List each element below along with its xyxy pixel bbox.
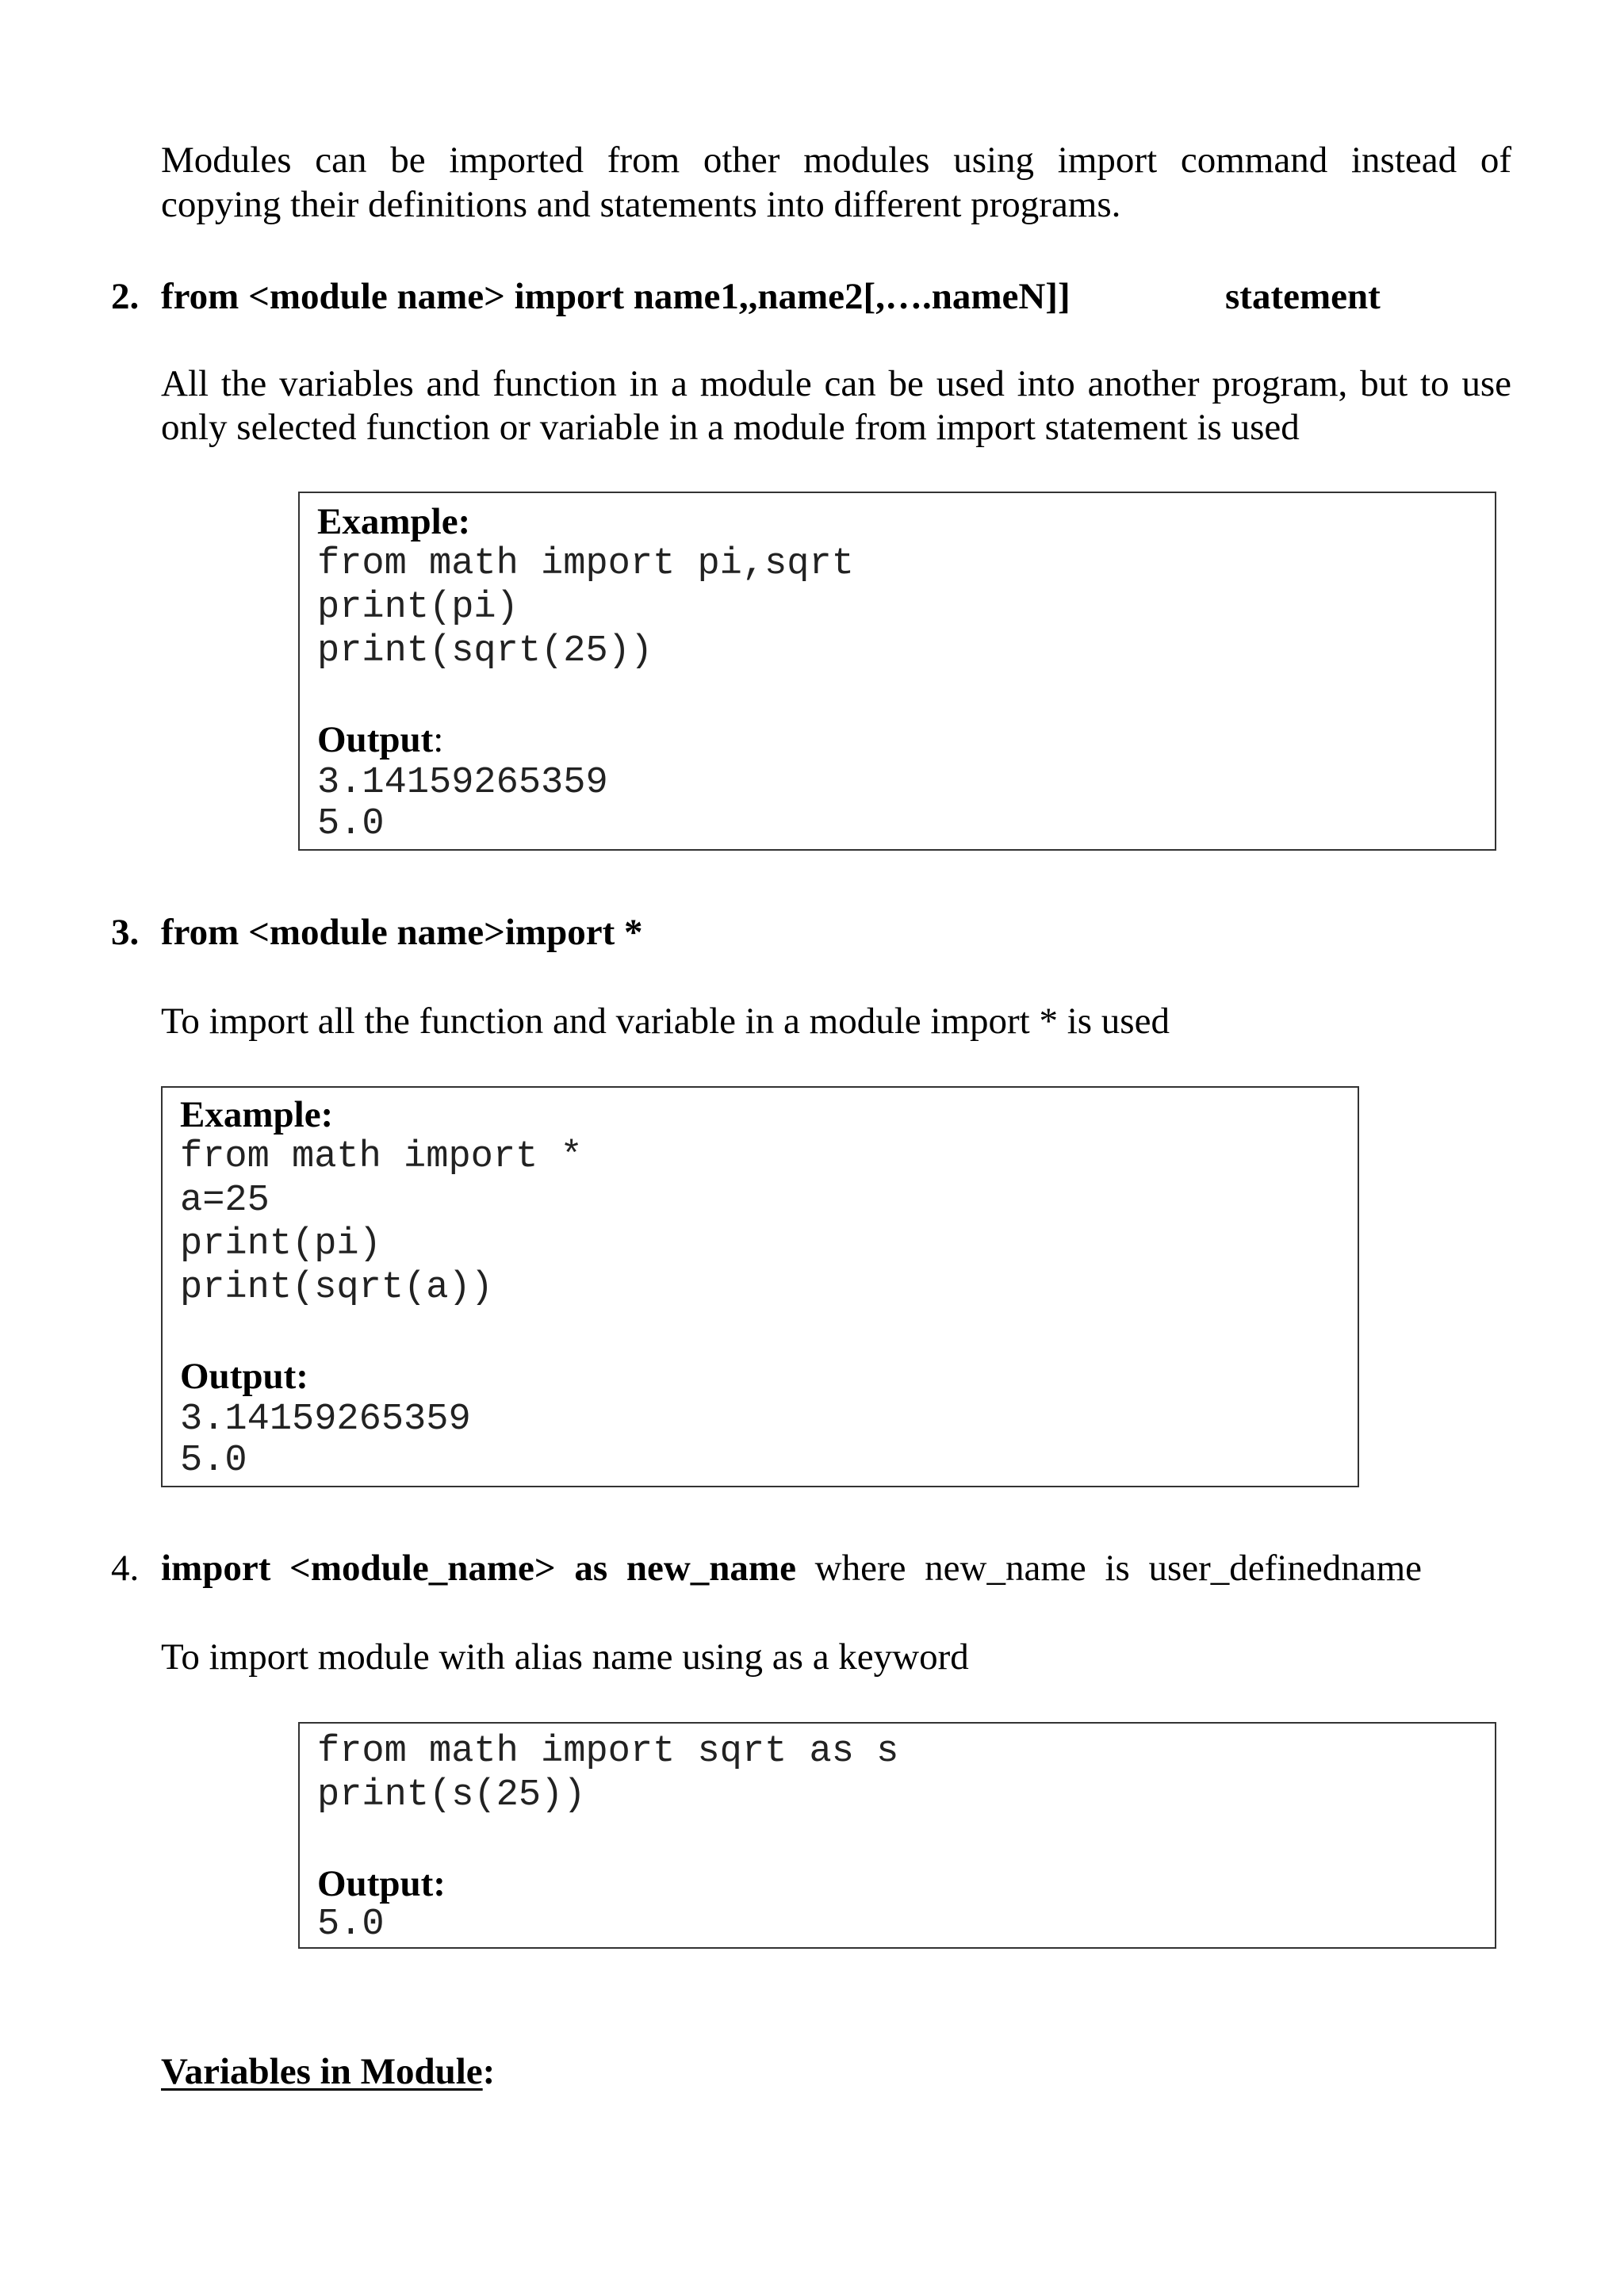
section-2-heading-right: statement (1225, 276, 1381, 317)
section-2-desc-line-1: All the variables and function in a module can be used into another program, but to use (161, 363, 1511, 404)
section-2-number: 2. (111, 276, 140, 317)
variables-in-module-colon: : (482, 2051, 496, 2092)
intro-line-1: Modules can be imported from other modules using import command instead of (161, 140, 1511, 181)
section-4-heading-bold-3: new_name (626, 1548, 796, 1589)
output-label: Output: (317, 1863, 446, 1904)
section-4-heading-tail: where new_name is user_definedname (814, 1548, 1423, 1589)
output-line: 3.14159265359 (180, 1399, 471, 1441)
output-label-colon: : (433, 719, 444, 760)
section-4-example-box (298, 1722, 1496, 1949)
code-line: from math import * (180, 1136, 583, 1178)
section-2-heading: from <module name> import name1,,name2[,….nameN]] (161, 276, 1071, 317)
output-line: 3.14159265359 (317, 762, 608, 804)
section-4-heading-bold-1: import <module_name> (161, 1548, 556, 1589)
output-line: 5.0 (317, 1904, 385, 1946)
output-label (317, 718, 443, 762)
output-label-text: Output (317, 719, 434, 760)
section-3-desc: To import all the function and variable in a module import * is used (161, 1001, 1170, 1042)
section-2-desc-line-2: only selected function or variable in a module from import statement is used (161, 407, 1300, 448)
code-line: print(sqrt(25)) (317, 630, 653, 672)
output-line: 5.0 (180, 1440, 247, 1482)
section-3-number: 3. (111, 912, 140, 953)
output-line: 5.0 (317, 803, 385, 845)
intro-line-2: copying their definitions and statements into different programs. (161, 184, 1121, 225)
section-4-heading (161, 1546, 1422, 1590)
section-4-desc: To import module with alias name using as a keyword (161, 1636, 969, 1678)
section-4-heading-bold-2: as (574, 1548, 608, 1589)
code-line: a=25 (180, 1180, 270, 1222)
code-line: print(s(25)) (317, 1774, 586, 1816)
section-3-example-box (161, 1086, 1359, 1487)
variables-in-module-text: Variables in Module (161, 2051, 483, 2092)
variables-in-module-heading (161, 2049, 495, 2094)
output-label: Output: (180, 1356, 308, 1397)
section-2-example-box (298, 492, 1496, 851)
code-line: from math import pi,sqrt (317, 543, 854, 585)
code-line: from math import sqrt as s (317, 1731, 899, 1773)
code-line: print(sqrt(a)) (180, 1267, 493, 1309)
example-label: Example: (180, 1094, 334, 1135)
example-label: Example: (317, 501, 471, 542)
code-line: print(pi) (180, 1223, 381, 1265)
code-line: print(pi) (317, 587, 519, 629)
section-3-heading: from <module name>import * (161, 912, 643, 953)
section-4-number: 4. (111, 1548, 140, 1589)
